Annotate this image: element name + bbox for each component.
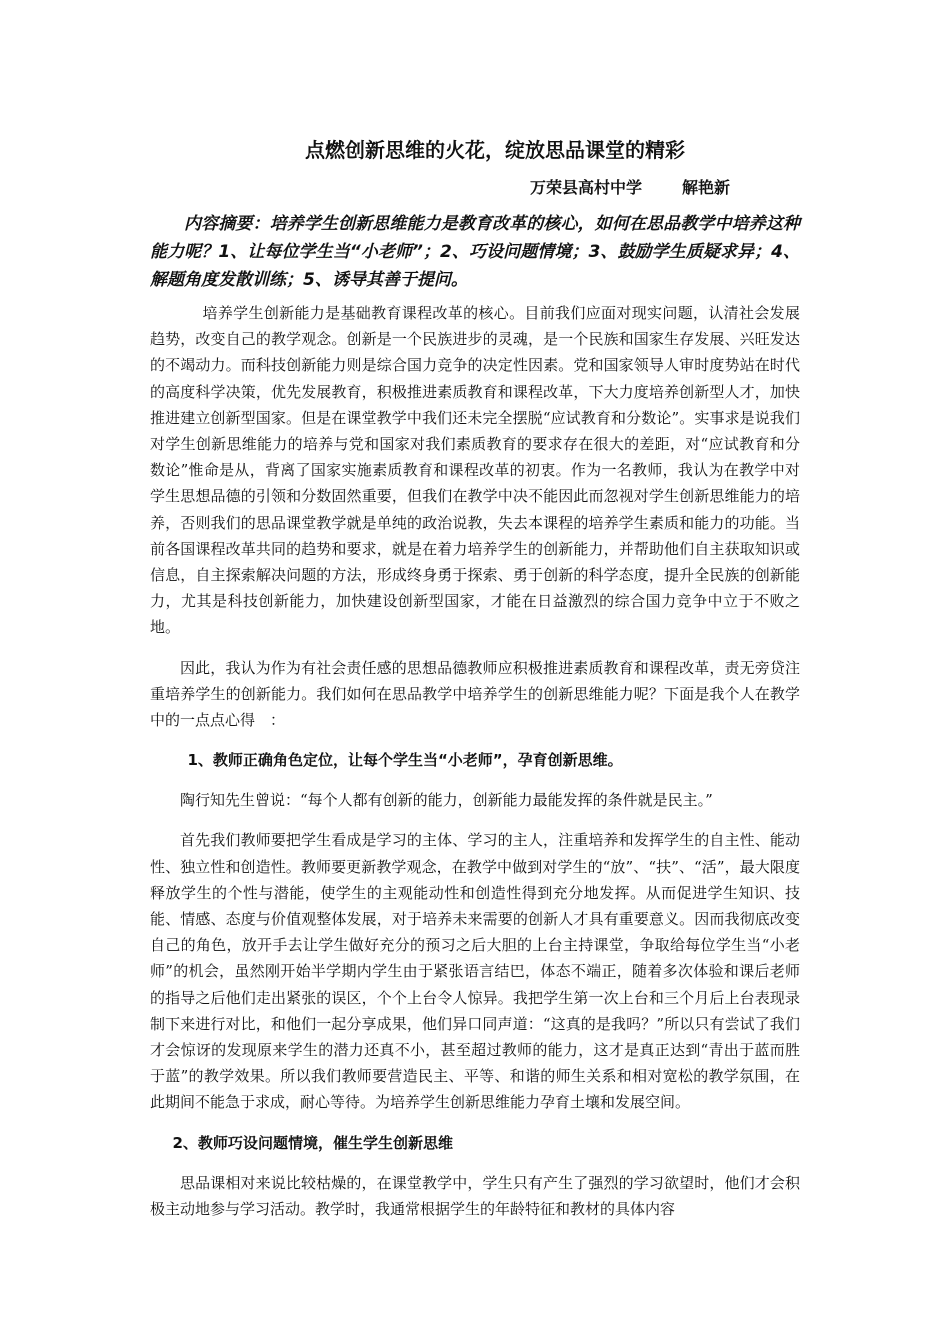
section-heading-1: 1、教师正确角色定位，让每个学生当“小老师”，孕育创新思维。 [187, 751, 623, 770]
section-heading-2: 2、教师巧设问题情境，催生学生创新思维 [172, 1133, 453, 1152]
abstract: 内容摘要：培养学生创新思维能力是教育改革的核心，如何在思品教学中培养这种能力呢？1、让每位学生当“小老师”；2、巧设问题情境；3、鼓励学生质疑求异；4、解题角度发散训练；5、诱导其善于提问。 [150, 214, 800, 290]
author-line [150, 176, 800, 200]
author-name: 解艳新 [682, 178, 731, 197]
section-1-quote: 陶行知先生曾说：“每个人都有创新的能力，创新能力最能发挥的条件就是民主。” [180, 791, 713, 810]
document-body [150, 128, 800, 1236]
section-1-body: 首先我们教师要把学生看成是学习的主体、学习的主人，注重培养和发挥学生的自主性、能动性、独立性和创造性。教师要更新教学观念，在教学中做到对学生的“放”、“扶”、“活”，最大限度释放学生的个性与潜能，使学生的主观能动性和创造性得到充分地发挥。从而促进学生知识、技能、情感、态度与价值观整体发展，对于培养未来需要的创新人才具有重要意义。因而我彻底改变自己的角色，放开手去让学生做好充分的预习之后大胆的上台主持课堂，争取给每位学生当“小老师”的机会，虽然刚开始半学期内学生由于紧张语言结巴，体态不端正，随着多次体验和课后老师的指导之后他们走出紧张的误区，个个上台令人惊异。我把学生第一次上台和三个月后上台表现录制下来进行对比，和他们一起分享成果，他们异口同声道：“这真的是我吗？”所以只有尝试了我们才会惊讶的发现原来学生的潜力还真不小，甚至超过教师的能力，这才是真正达到“青出于蓝而胜于蓝”的教学效果。所以我们教师要营造民主、平等、和谐的师生关系和相对宽松的教学氛围，在此期间不能急于求成，耐心等待。为培养学生创新思维能力孕育土壤和发展空间。 [150, 831, 800, 1112]
school-name: 万荣县高村中学 [530, 178, 643, 197]
paragraph-transition: 因此，我认为作为有社会责任感的思想品德教师应积极推进素质教育和课程改革，责无旁贷注重培养学生的创新能力。我们如何在思品教学中培养学生的创新思维能力呢？下面是我个人在教学中的一点点心得 ： [150, 658, 800, 730]
section-2-body: 思品课相对来说比较枯燥的，在课堂教学中，学生只有产生了强烈的学习欲望时，他们才会积极主动地参与学习活动。教学时，我通常根据学生的年龄特征和教材的具体内容 [150, 1173, 800, 1218]
paragraph-intro: 培养学生创新能力是基础教育课程改革的核心。目前我们应面对现实问题，认清社会发展趋势，改变自己的教学观念。创新是一个民族进步的灵魂，是一个民族和国家生存发展、兴旺发达的不竭动力。而科技创新能力则是综合国力竞争的决定性因素。党和国家领导人审时度势站在时代的高度科学决策，优先发展教育，积极推进素质教育和课程改革，下大力度培养创新型人才，加快推进建立创新型国家。但是在课堂教学中我们还未完全摆脱“应试教育和分数论”。实事求是说我们对学生创新思维能力的培养与党和国家对我们素质教育的要求存在很大的差距，对“应试教育和分数论”惟命是从，背离了国家实施素质教育和课程改革的初衷。作为一名教师，我认为在教学中对学生思想品德的引领和分数固然重要，但我们在教学中决不能因此而忽视对学生创新思维能力的培养，否则我们的思品课堂教学就是单纯的政治说教，失去本课程的培养学生素质和能力的功能。当前各国课程改革共同的趋势和要求，就是在着力培养学生的创新能力，并帮助他们自主获取知识或信息，自主探索解决问题的方法，形成终身勇于探索、勇于创新的科学态度，提升全民族的创新能力，尤其是科技创新能力，加快建设创新型国家，才能在日益激烈的综合国力竞争中立于不败之地。 [150, 304, 800, 637]
document-title: 点燃创新思维的火花，绽放思品课堂的精彩 [305, 138, 685, 162]
